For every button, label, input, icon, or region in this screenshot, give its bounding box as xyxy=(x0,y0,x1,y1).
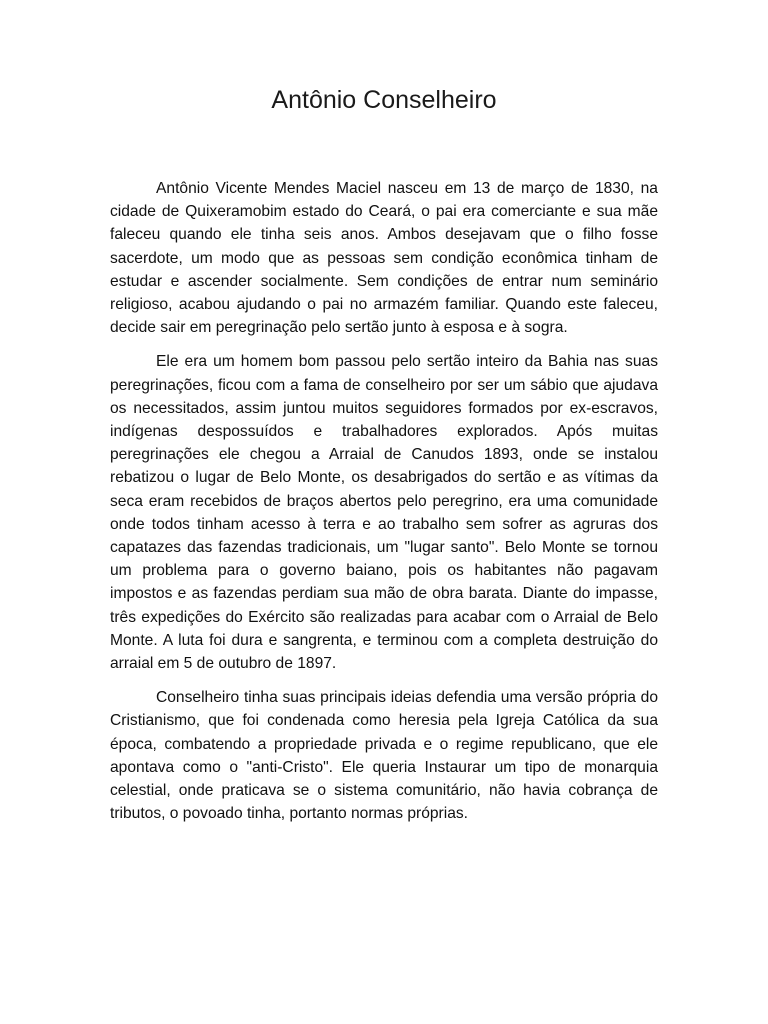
paragraph-ideas: Conselheiro tinha suas principais ideias defendia uma versão própria do Cristianismo, que foi condenada como heresia pela Igreja Católica da sua época, combatendo a propriedade privada e o regime republicano, que ele apontava como o "anti-Cristo". Ele queria Instaurar um tipo de monarquia celestial, onde praticava se o sistema comunitário, não havia cobrança de tributos, o povoado tinha, portanto normas próprias. xyxy=(110,689,658,823)
paragraph-canudos: Ele era um homem bom passou pelo sertão inteiro da Bahia nas suas peregrinações, ficou com a fama de conselheiro por ser um sábio que ajudava os necessitados, assim juntou muitos seguidores formados por ex-escravos, indígenas despossuídos e trabalhadores explorados. Após muitas peregrinações ele chegou a Arraial de Canudos 1893, onde se instalou rebatizou o lugar de Belo Monte, os desabrigados do sertão e as vítimas da seca eram recebidos de braços abertos pelo peregrino, era uma comunidade onde todos tinham acesso à terra e ao trabalho sem sofrer as agruras dos capatazes das fazendas tradicionais, um "lugar santo". Belo Monte se tornou um problema para o governo baiano, pois os habitantes não pagavam impostos e as fazendas perdiam sua mão de obra barata. Diante do impasse, três expedições do Exército são realizadas para acabar com o Arraial de Belo Monte. A luta foi dura e sangrenta, e terminou com a completa destruição do arraial em 5 de outubro de 1897. xyxy=(110,353,658,673)
document-body xyxy=(110,177,658,836)
document-title: Antônio Conselheiro xyxy=(271,86,497,114)
paragraph-birth: Antônio Vicente Mendes Maciel nasceu em 13 de março de 1830, na cidade de Quixeramobim estado do Ceará, o pai era comerciante e sua mãe faleceu quando ele tinha seis anos. Ambos desejavam que o filho fosse sacerdote, um modo que as pessoas sem condição econômica tinham de estudar e ascender socialmente. Sem condições de entrar num seminário religioso, acabou ajudando o pai no armazém familiar. Quando este faleceu, decide sair em peregrinação pelo sertão junto à esposa e à sogra. xyxy=(110,180,658,337)
